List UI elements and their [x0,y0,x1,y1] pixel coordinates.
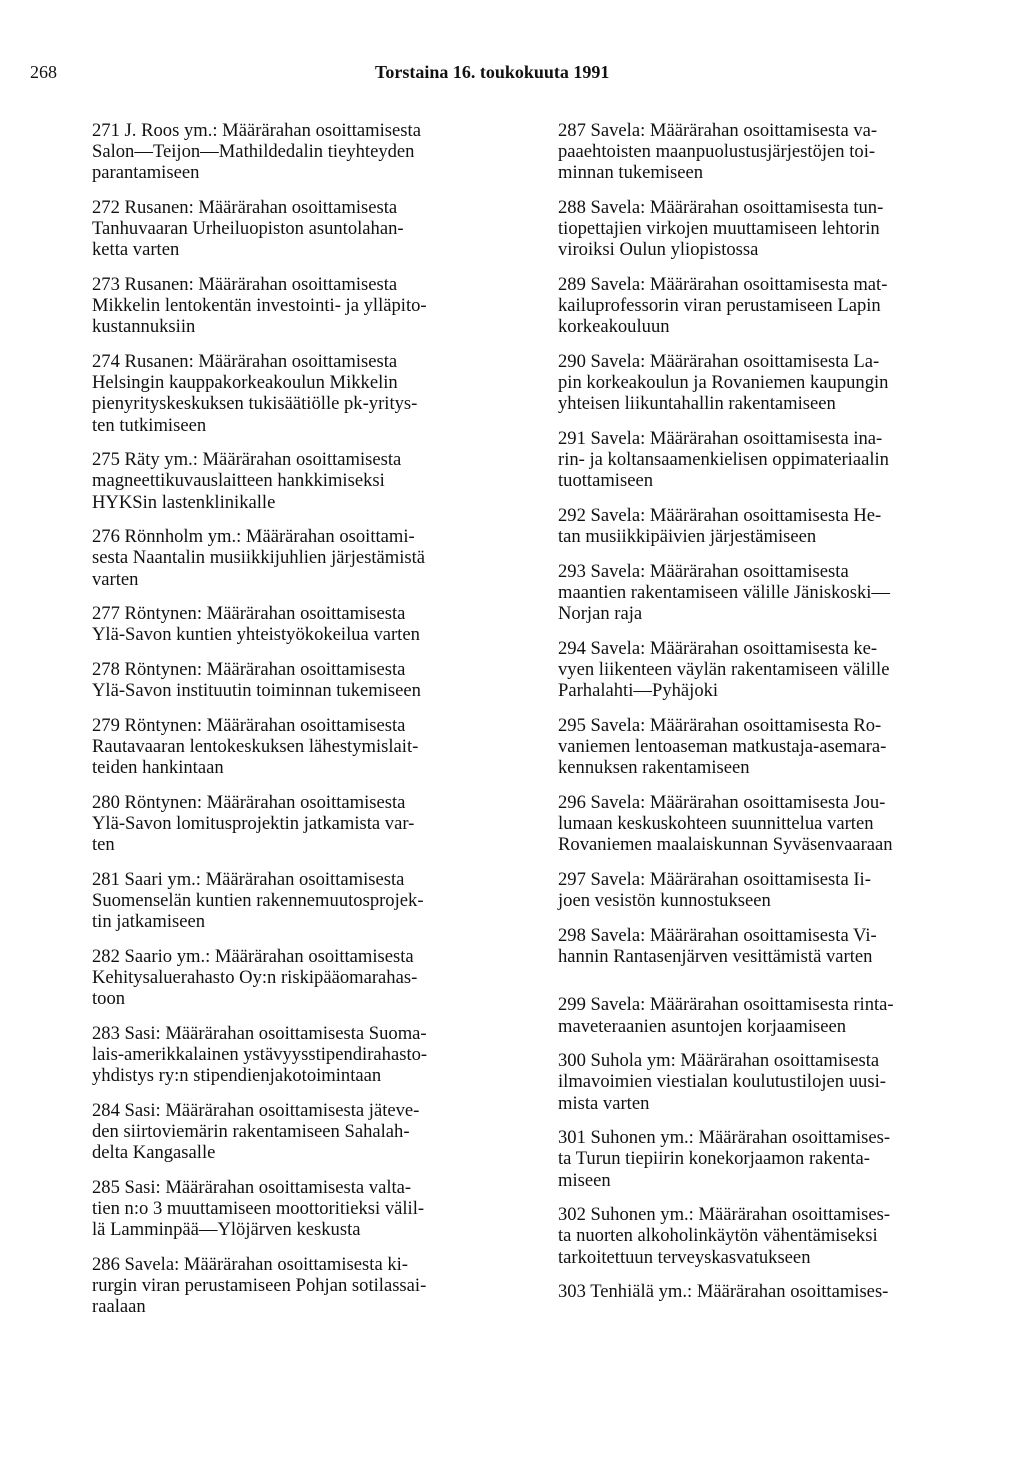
entry-line: vaniemen lentoaseman matkustaja-asemara- [558,736,887,757]
entry-line: 272 Rusanen: Määrärahan osoittamisesta [92,197,398,218]
entry-line: HYKSin lastenklinikalle [92,491,276,513]
motion-entry [92,659,502,701]
entry-line: 271 J. Roos ym.: Määrärahan osoittamisesta [92,120,421,141]
entry-line: tiopettajien virkojen muuttamiseen lehtorin [558,218,880,240]
entry-line: 281 Saari ym.: Määrärahan osoittamisesta [92,868,405,890]
entry-line: sesta Naantalin musiikkijuhlien järjestämistä [92,547,426,569]
entry-line: pienyrityskeskuksen tukisäätiölle pk-yritys- [92,393,418,415]
motion-entry [558,274,968,338]
motion-entry [558,925,968,967]
entry-line: 278 Röntynen: Määrärahan osoittamisesta [92,659,406,680]
entry-line: ten tutkimiseen [92,414,207,436]
entry-line: paaehtoisten maanpuolustusjärjestöjen toi- [558,141,876,163]
entry-line: 275 Räty ym.: Määrärahan osoittamisesta [92,449,402,471]
entry-line: 284 Sasi: Määrärahan osoittamisesta jäteve- [92,1099,420,1121]
entry-line: kailuprofessorin viran perustamiseen Lapin [558,295,881,317]
entry-line: ketta varten [92,239,180,261]
motion-entry [558,505,968,547]
entry-line: hannin Rantasenjärven vesittämistä varten [558,945,873,967]
entry-line: ten [92,834,115,856]
motion-entry [558,120,968,184]
entry-line: Tanhuvaaran Urheiluopiston asuntolahan- [92,218,404,240]
entry-line: 283 Sasi: Määrärahan osoittamisesta Suoma- [92,1022,427,1044]
entry-line: 274 Rusanen: Määrärahan osoittamisesta [92,351,398,372]
entry-line: 298 Savela: Määrärahan osoittamisesta Vi- [558,924,877,946]
entry-line: raalaan [92,1296,146,1318]
entry-line: 295 Savela: Määrärahan osoittamisesta Ro- [558,714,882,736]
motion-entry [558,994,968,1036]
motion-entry [92,449,502,513]
entry-line: Helsingin kauppakorkeakoulun Mikkelin [92,372,398,394]
entry-line: 276 Rönnholm ym.: Määrärahan osoittami- [92,526,415,548]
entry-line: ta nuorten alkoholinkäytön vähentämiseksi [558,1225,878,1247]
entry-line: Ylä-Savon lomitusprojektin jatkamista var- [92,813,415,834]
right-column [558,120,968,1316]
entry-line: magneettikuvauslaitteen hankkimiseksi [92,470,385,492]
entry-line: lumaan keskuskohteen suunnittelua varten [558,813,874,834]
motion-entry [558,638,968,702]
left-column [92,120,502,1331]
running-head: Torstaina 16. toukokuuta 1991 [375,62,610,82]
motion-entry [92,1100,502,1164]
entry-line: tin jatkamiseen [92,911,206,933]
motion-entry [92,1177,502,1241]
entry-line: 290 Savela: Määrärahan osoittamisesta La- [558,351,880,372]
motion-entry [558,428,968,492]
entry-line: 287 Savela: Määrärahan osoittamisesta va- [558,120,878,141]
motion-entry [92,274,502,338]
entry-line: den siirtoviemärin rakentamiseen Sahalah- [92,1121,410,1142]
page-header [30,62,990,92]
entry-line: Rovaniemen maalaiskunnan Syväsenvaaraan [558,834,893,856]
entry-line: 299 Savela: Määrärahan osoittamisesta rinta- [558,994,894,1016]
motion-entry [92,1254,502,1318]
entry-line: 301 Suhonen ym.: Määrärahan osoittamises- [558,1127,891,1149]
motion-entry [92,351,502,436]
entry-line: 294 Savela: Määrärahan osoittamisesta ke- [558,637,878,659]
motion-entry [558,351,968,415]
entry-line: rurgin viran perustamiseen Pohjan sotilassai- [92,1275,427,1296]
entry-line: 291 Savela: Määrärahan osoittamisesta ina- [558,428,883,449]
entry-line: minnan tukemiseen [558,162,704,184]
entry-line: 285 Sasi: Määrärahan osoittamisesta valta- [92,1176,412,1198]
entry-line: Suomenselän kuntien rakennemuutosprojek- [92,890,424,911]
entry-line: parantamiseen [92,162,200,184]
motion-entry [92,526,502,590]
entry-line: kennuksen rakentamiseen [558,757,750,779]
entry-line: ilmavoimien viestialan koulutustilojen uusi- [558,1071,886,1093]
motion-entry [558,197,968,261]
entry-line: Rautavaaran lentokeskuksen lähestymislait- [92,736,419,757]
entry-line: 293 Savela: Määrärahan osoittamisesta [558,560,849,582]
entry-line: maantien rakentamiseen välille Jäniskoski— [558,582,891,603]
motion-entry [558,1281,968,1302]
motion-entry [558,715,968,779]
entry-line: vyen liikenteen väylän rakentamiseen välille [558,659,890,680]
entry-line: 292 Savela: Määrärahan osoittamisesta He- [558,505,882,526]
entry-line: lais-amerikkalainen ystävyysstipendirahasto- [92,1044,428,1065]
entry-line: maveteraanien asuntojen korjaamiseen [558,1015,847,1037]
motion-entry [92,869,502,933]
entry-line: 273 Rusanen: Määrärahan osoittamisesta [92,274,398,295]
entry-line: 288 Savela: Määrärahan osoittamisesta tun- [558,197,884,218]
entry-line: 297 Savela: Määrärahan osoittamisesta Ii- [558,868,871,890]
entry-line: Ylä-Savon kuntien yhteistyökokeilua varten [92,624,420,646]
entry-line: 302 Suhonen ym.: Määrärahan osoittamises- [558,1204,891,1226]
entry-line: 282 Saario ym.: Määrärahan osoittamisesta [92,945,414,967]
entry-line: tarkoitettuun terveyskasvatukseen [558,1246,811,1268]
entry-line: 300 Suhola ym: Määrärahan osoittamisesta [558,1050,880,1072]
entry-line: Mikkelin lentokentän investointi- ja ylläpito- [92,295,427,317]
motion-entry [92,197,502,261]
entry-line: Norjan raja [558,603,643,625]
entry-line: varten [92,568,139,590]
entry-line: kustannuksiin [92,316,196,338]
motion-entry [558,1204,968,1268]
entry-line: 296 Savela: Määrärahan osoittamisesta Jou- [558,791,886,813]
entry-line: Parhalahti—Pyhäjoki [558,680,719,702]
entry-line: 289 Savela: Määrärahan osoittamisesta mat- [558,274,888,295]
motion-entry [558,561,968,625]
motion-entry [558,792,968,856]
spacer [558,980,968,994]
entry-line: Salon—Teijon—Mathildedalin tieyhteyden [92,141,415,163]
entry-line: joen vesistön kunnostukseen [558,890,771,911]
entry-line: tuottamiseen [558,470,654,492]
entry-line: mista varten [558,1092,650,1114]
entry-line: yhdistys ry:n stipendienjakotoimintaan [92,1065,382,1087]
entry-line: toon [92,988,126,1010]
entry-line: viroiksi Oulun yliopistossa [558,239,759,261]
entry-line: tien n:o 3 muuttamiseen moottoritieksi välil- [92,1198,425,1219]
entry-line: 303 Tenhiälä ym.: Määrärahan osoittamises- [558,1281,889,1303]
entry-line: miseen [558,1169,611,1191]
entry-line: delta Kangasalle [92,1142,216,1164]
entry-line: tan musiikkipäivien järjestämiseen [558,526,817,548]
entry-line: 279 Röntynen: Määrärahan osoittamisesta [92,714,406,736]
entry-line: lä Lamminpää—Ylöjärven keskusta [92,1219,361,1241]
entry-line: yhteisen liikuntahallin rakentamiseen [558,393,836,415]
motion-entry [92,603,502,645]
motion-entry [92,1023,502,1087]
motion-entry [92,120,502,184]
entry-line: pin korkeakoulun ja Rovaniemen kaupungin [558,372,889,394]
entry-line: ta Turun tiepiirin konekorjaamon rakenta- [558,1148,870,1170]
entry-line: 286 Savela: Määrärahan osoittamisesta ki- [92,1253,408,1275]
entry-line: Ylä-Savon instituutin toiminnan tukemiseen [92,680,421,702]
entry-line: korkeakouluun [558,316,670,338]
entry-line: teiden hankintaan [92,757,224,779]
motion-entry [558,1127,968,1191]
motion-entry [558,1050,968,1114]
motion-entry [92,946,502,1010]
page-number: 268 [30,62,57,82]
entry-line: Kehitysaluerahasto Oy:n riskipääomarahas- [92,967,418,988]
motion-entry [92,792,502,856]
entry-line: 280 Röntynen: Määrärahan osoittamisesta [92,791,406,813]
entry-line: 277 Röntynen: Määrärahan osoittamisesta [92,603,406,625]
motion-entry [558,869,968,911]
motion-entry [92,715,502,779]
entry-line: rin- ja koltansaamenkielisen oppimateriaalin [558,449,889,471]
